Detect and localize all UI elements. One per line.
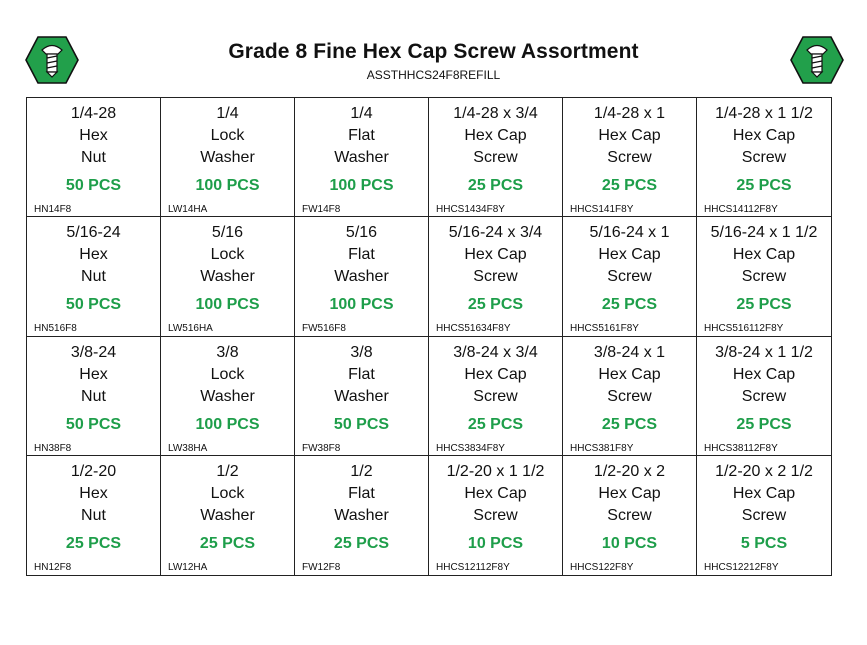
item-code: HN516F8: [34, 323, 77, 335]
item-kind: Screw: [741, 268, 787, 286]
item-code: HHCS12112F8Y: [436, 561, 510, 573]
item-size: 1/4-28 x 1: [593, 105, 666, 122]
item-quantity: 10 PCS: [601, 534, 658, 552]
item-quantity: 50 PCS: [65, 415, 122, 433]
grid-cell: [429, 98, 563, 217]
item-quantity: 50 PCS: [333, 415, 390, 433]
item-quantity: 25 PCS: [736, 177, 792, 194]
item-quantity: 100 PCS: [329, 177, 394, 194]
item-quantity: 25 PCS: [736, 296, 792, 314]
item-kind: Screw: [741, 506, 787, 524]
item-kind: Washer: [200, 268, 255, 286]
item-size: 5/16: [345, 224, 378, 242]
item-type: Hex Cap: [598, 127, 661, 144]
item-size: 1/2: [350, 462, 373, 480]
item-size: 3/8: [216, 343, 239, 361]
item-size: 1/4-28: [70, 105, 117, 122]
page-header: [0, 0, 867, 96]
item-size: 3/8-24 x 1 1/2: [715, 343, 813, 361]
item-quantity: 25 PCS: [601, 177, 658, 194]
item-kind: Washer: [334, 149, 389, 166]
item-quantity: 10 PCS: [467, 534, 524, 552]
item-quantity: 100 PCS: [195, 296, 260, 314]
grid-cell: [161, 217, 295, 336]
item-code: HN38F8: [34, 442, 72, 454]
grid-cell: [295, 337, 429, 456]
item-kind: Washer: [200, 149, 255, 166]
grid-cell: [697, 217, 831, 336]
item-kind: Screw: [607, 268, 652, 286]
item-size: 1/2-20 x 1 1/2: [446, 462, 545, 480]
grid-cell: [161, 98, 295, 217]
item-quantity: 25 PCS: [601, 415, 658, 433]
item-quantity: 100 PCS: [195, 177, 260, 194]
item-kind: Screw: [473, 387, 518, 405]
item-kind: Screw: [473, 506, 518, 524]
item-size: 1/2-20: [70, 462, 117, 480]
item-kind: Washer: [334, 506, 389, 524]
item-quantity: 100 PCS: [329, 296, 394, 314]
item-type: Hex Cap: [464, 246, 527, 264]
item-code: HHCS51634F8Y: [436, 323, 511, 335]
item-code: HHCS14112F8Y: [704, 204, 778, 215]
item-size: 5/16-24 x 1 1/2: [710, 224, 818, 242]
assortment-grid: [26, 97, 832, 576]
grid-cell: [697, 456, 831, 575]
item-size: 1/4: [216, 105, 239, 122]
grid-cell: [27, 337, 161, 456]
item-type: Flat: [348, 365, 375, 383]
item-type: Hex Cap: [732, 127, 796, 144]
grid-cell: [563, 456, 697, 575]
item-size: 5/16-24 x 3/4: [448, 224, 543, 242]
grid-cell: [563, 337, 697, 456]
item-type: Hex: [79, 484, 108, 502]
item-kind: Screw: [741, 149, 787, 166]
item-type: Lock: [210, 365, 245, 383]
grid-cell: [161, 456, 295, 575]
grid-cell: [697, 98, 831, 217]
item-code: HHCS5161F8Y: [570, 323, 639, 335]
grid-cell: [27, 456, 161, 575]
item-code: LW38HA: [168, 442, 208, 454]
item-kind: Screw: [741, 387, 787, 405]
item-quantity: 25 PCS: [601, 296, 658, 314]
item-code: HHCS141F8Y: [570, 204, 634, 215]
page-subtitle: ASSTHHCS24F8REFILL: [366, 68, 501, 82]
item-type: Lock: [210, 484, 245, 502]
item-quantity: 25 PCS: [199, 534, 256, 552]
item-kind: Screw: [607, 149, 652, 166]
item-type: Flat: [348, 484, 375, 502]
item-code: HHCS38112F8Y: [704, 442, 778, 454]
item-code: LW12HA: [168, 561, 208, 573]
item-kind: Screw: [473, 149, 518, 166]
item-type: Hex Cap: [464, 484, 527, 502]
item-kind: Screw: [607, 506, 652, 524]
item-quantity: 25 PCS: [333, 534, 390, 552]
item-size: 1/4-28 x 3/4: [453, 105, 538, 122]
item-size: 1/4: [350, 105, 373, 122]
grid-cell: [563, 217, 697, 336]
item-code: HN12F8: [34, 561, 72, 573]
item-code: HHCS122F8Y: [570, 561, 634, 573]
grid-cell: [161, 337, 295, 456]
item-code: LW14HA: [168, 204, 208, 215]
item-type: Flat: [348, 127, 375, 144]
item-type: Flat: [348, 246, 375, 264]
item-type: Hex Cap: [464, 127, 527, 144]
item-type: Hex: [79, 246, 108, 264]
item-type: Hex Cap: [598, 365, 661, 383]
grid-cell: [27, 98, 161, 217]
item-type: Hex Cap: [598, 484, 661, 502]
grid-cell: [295, 456, 429, 575]
grid-cell: [429, 337, 563, 456]
grid-cell: [429, 217, 563, 336]
item-code: LW516HA: [168, 323, 213, 335]
item-type: Hex: [79, 127, 108, 144]
item-size: 5/16-24: [66, 224, 121, 242]
item-kind: Nut: [81, 506, 106, 524]
item-code: HHCS381F8Y: [570, 442, 634, 454]
item-type: Hex Cap: [464, 365, 527, 383]
item-type: Hex Cap: [732, 365, 796, 383]
item-quantity: 50 PCS: [65, 296, 122, 314]
item-quantity: 25 PCS: [736, 415, 792, 433]
item-quantity: 25 PCS: [65, 534, 122, 552]
grid-cell: [295, 217, 429, 336]
item-type: Lock: [210, 246, 245, 264]
item-size: 1/2: [216, 462, 239, 480]
grid-cell: [27, 217, 161, 336]
item-code: FW38F8: [302, 442, 341, 454]
item-code: HHCS516112F8Y: [704, 323, 784, 335]
item-size: 3/8-24: [70, 343, 117, 361]
item-quantity: 50 PCS: [65, 177, 122, 194]
item-type: Hex Cap: [732, 246, 796, 264]
grid-cell: [563, 98, 697, 217]
item-size: 1/4-28 x 1 1/2: [715, 105, 813, 122]
item-quantity: 25 PCS: [467, 177, 524, 194]
item-quantity: 25 PCS: [467, 415, 524, 433]
item-kind: Washer: [334, 387, 389, 405]
item-code: HHCS3834F8Y: [436, 442, 505, 454]
item-kind: Screw: [607, 387, 652, 405]
item-size: 3/8-24 x 3/4: [453, 343, 538, 361]
item-size: 1/2-20 x 2: [593, 462, 666, 480]
item-kind: Screw: [473, 268, 518, 286]
item-quantity: 100 PCS: [195, 415, 260, 433]
item-code: FW12F8: [302, 561, 341, 573]
grid-cell: [697, 337, 831, 456]
item-quantity: 5 PCS: [740, 534, 788, 552]
item-code: HN14F8: [34, 204, 72, 215]
item-kind: Nut: [81, 268, 106, 286]
item-quantity: 25 PCS: [467, 296, 524, 314]
item-size: 3/8: [350, 343, 373, 361]
item-kind: Washer: [334, 268, 389, 286]
item-size: 5/16-24 x 1: [589, 224, 670, 242]
item-code: FW14F8: [302, 204, 341, 215]
item-size: 5/16: [211, 224, 244, 242]
item-type: Hex Cap: [598, 246, 661, 264]
item-size: 1/2-20 x 2 1/2: [715, 462, 813, 480]
item-type: Lock: [210, 127, 245, 144]
item-kind: Nut: [81, 387, 106, 405]
item-type: Hex Cap: [732, 484, 796, 502]
item-kind: Nut: [81, 149, 106, 166]
hex-bolt-logo-icon: [790, 36, 844, 84]
item-code: FW516F8: [302, 323, 346, 335]
grid-cell: [429, 456, 563, 575]
item-kind: Washer: [200, 387, 255, 405]
item-kind: Washer: [200, 506, 255, 524]
grid-cell: [295, 98, 429, 217]
item-code: HHCS1434F8Y: [436, 204, 505, 215]
item-size: 3/8-24 x 1: [593, 343, 666, 361]
item-type: Hex: [79, 365, 108, 383]
item-code: HHCS12212F8Y: [704, 561, 779, 573]
page-title: Grade 8 Fine Hex Cap Screw Assortment: [228, 40, 639, 63]
